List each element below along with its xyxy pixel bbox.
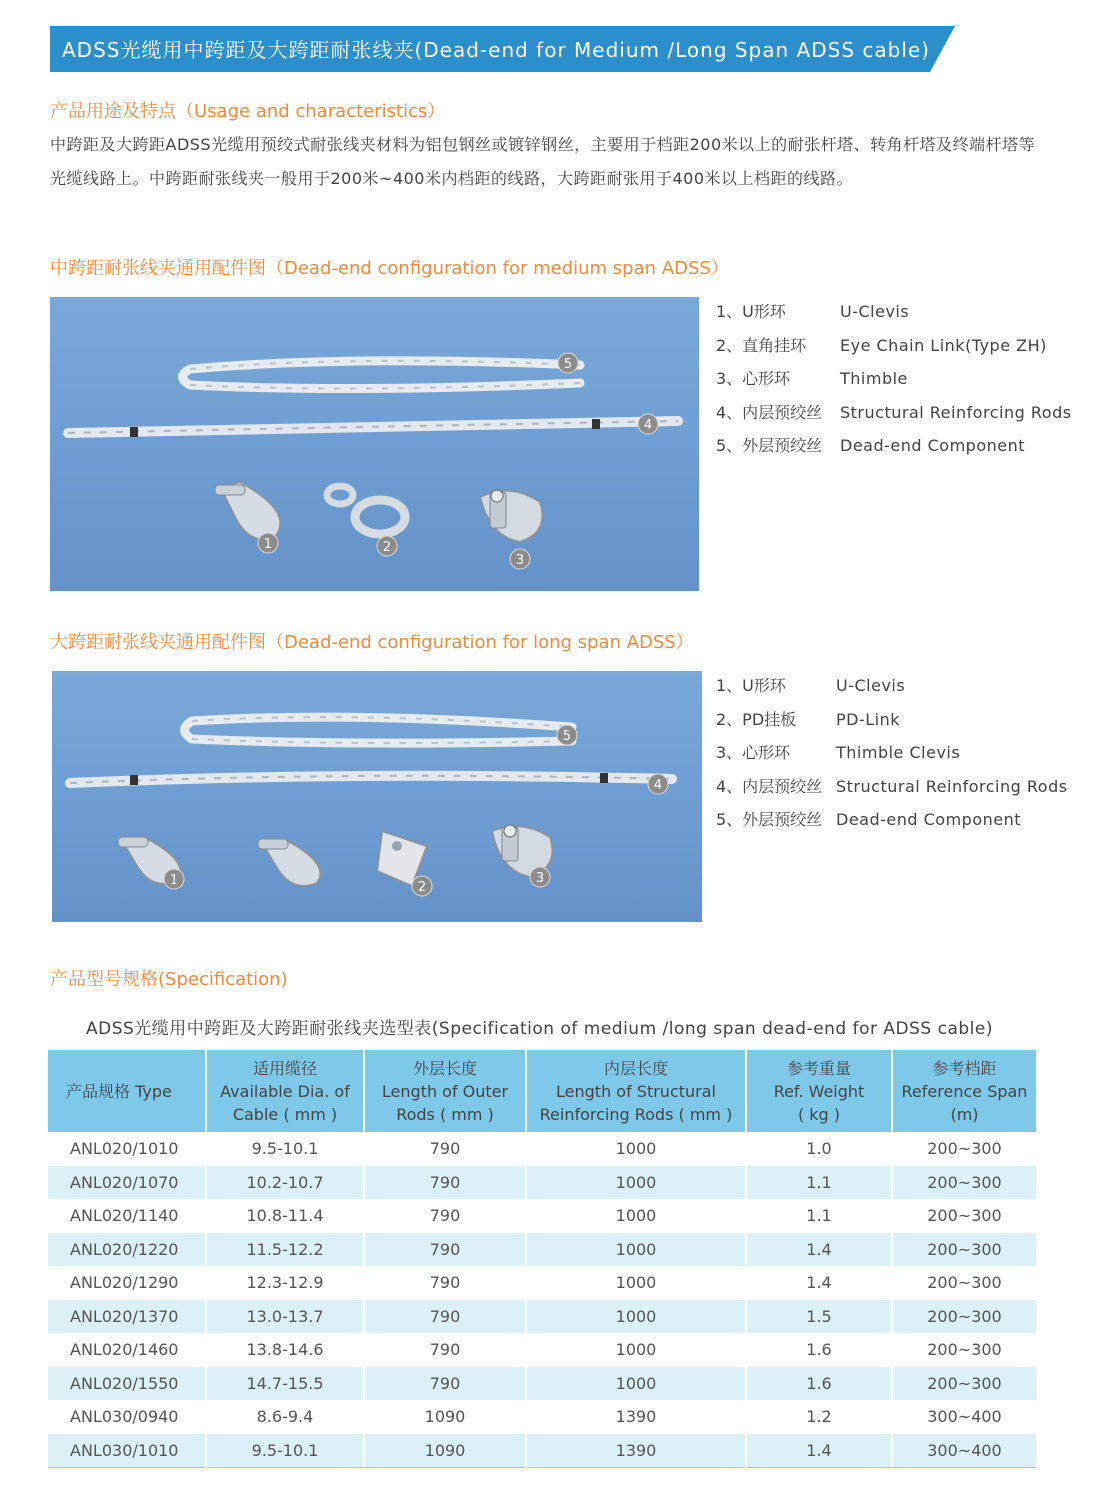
table-cell: 200~300 bbox=[892, 1199, 1036, 1233]
table-cell: 1390 bbox=[526, 1400, 746, 1434]
spec-heading: 产品型号规格(Specification) bbox=[50, 969, 288, 990]
outer-rod-5 bbox=[185, 717, 573, 743]
medium-photo-illustration bbox=[50, 297, 699, 591]
table-header-row bbox=[48, 1050, 1036, 1132]
table-cell: 790 bbox=[364, 1199, 526, 1233]
table-cell: 1090 bbox=[364, 1400, 526, 1434]
usage-text: 中跨距及大跨距ADSS光缆用预绞式耐张线夹材料为铝包钢丝或镀锌钢丝，主要用于档距200米以上的耐张杆塔、转角杆塔及终端杆塔等光缆线路上。中跨距耐张线夹一般用于200米~400米内档距的线路，大跨距耐张用于400米以上档距的线路。 bbox=[50, 135, 1036, 188]
col-header-type: 产品规格 Type bbox=[48, 1050, 206, 1132]
table-cell: ANL020/1550 bbox=[48, 1367, 206, 1401]
col-header-inner-length: 内层长度 Length of Structural Reinforcing Rods ( mm ) bbox=[526, 1050, 746, 1132]
table-cell: 200~300 bbox=[892, 1266, 1036, 1300]
table-cell: 1.1 bbox=[746, 1166, 892, 1200]
marker-2 bbox=[412, 876, 432, 896]
table-cell: 1390 bbox=[526, 1434, 746, 1468]
table-cell: 1000 bbox=[526, 1333, 746, 1367]
list-item: 2、直角挂环 Eye Chain Link(Type ZH) bbox=[716, 335, 1047, 355]
table-cell: 300~400 bbox=[892, 1434, 1036, 1468]
table-row bbox=[48, 1367, 1036, 1401]
marker-2 bbox=[377, 536, 397, 556]
table-cell: 9.5-10.1 bbox=[206, 1434, 364, 1468]
marker-5 bbox=[557, 725, 577, 745]
table-cell: 790 bbox=[364, 1266, 526, 1300]
table-cell: 1.6 bbox=[746, 1333, 892, 1367]
table-cell: 12.3-12.9 bbox=[206, 1266, 364, 1300]
table-cell: 790 bbox=[364, 1132, 526, 1166]
svg-text:3: 3 bbox=[535, 871, 545, 886]
table-cell: 1.5 bbox=[746, 1300, 892, 1334]
table-cell: ANL020/1140 bbox=[48, 1199, 206, 1233]
svg-text:1: 1 bbox=[169, 873, 179, 888]
thimble-part bbox=[480, 490, 543, 542]
table-cell: 790 bbox=[364, 1367, 526, 1401]
table-cell: 200~300 bbox=[892, 1333, 1036, 1367]
svg-text:4: 4 bbox=[643, 418, 653, 433]
table-cell: 790 bbox=[364, 1166, 526, 1200]
long-span-photo bbox=[52, 671, 702, 922]
table-cell: ANL030/1010 bbox=[48, 1434, 206, 1468]
medium-parts-list bbox=[716, 295, 1072, 463]
svg-text:4: 4 bbox=[653, 778, 663, 793]
banner-title: ADSS光缆用中跨距及大跨距耐张线夹(Dead-end for Medium /Long Span ADSS cable) bbox=[62, 38, 930, 62]
table-cell: 790 bbox=[364, 1333, 526, 1367]
table-cell: ANL020/1220 bbox=[48, 1233, 206, 1267]
medium-span-photo bbox=[50, 297, 699, 591]
table-row bbox=[48, 1199, 1036, 1233]
table-cell: 1090 bbox=[364, 1434, 526, 1468]
table-cell: 13.0-13.7 bbox=[206, 1300, 364, 1334]
svg-text:3: 3 bbox=[515, 553, 525, 568]
table-cell: 10.2-10.7 bbox=[206, 1166, 364, 1200]
table-cell: ANL020/1460 bbox=[48, 1333, 206, 1367]
list-item: 5、外层预绞丝 Dead-end Component bbox=[716, 810, 1022, 829]
table-row bbox=[48, 1400, 1036, 1434]
list-item: 3、心形环 Thimble bbox=[716, 369, 908, 388]
table-cell: 1.1 bbox=[746, 1199, 892, 1233]
spec-table-title: ADSS光缆用中跨距及大跨距耐张线夹选型表(Specification of medium /long span dead-end for ADSS cable) bbox=[86, 1019, 993, 1039]
col-header-weight: 参考重量 Ref. Weight ( kg ) bbox=[746, 1050, 892, 1132]
table-cell: ANL030/0940 bbox=[48, 1400, 206, 1434]
table-row bbox=[48, 1333, 1036, 1367]
svg-text:5: 5 bbox=[563, 357, 573, 372]
table-cell: 790 bbox=[364, 1300, 526, 1334]
spec-table bbox=[48, 1050, 1036, 1468]
svg-text:2: 2 bbox=[417, 880, 427, 895]
title-banner bbox=[50, 26, 955, 72]
long-photo-illustration bbox=[52, 671, 702, 922]
svg-text:1: 1 bbox=[263, 537, 273, 552]
long-parts-list bbox=[716, 669, 1068, 837]
table-cell: 1.4 bbox=[746, 1434, 892, 1468]
table-cell: 200~300 bbox=[892, 1233, 1036, 1267]
table-cell: ANL020/1290 bbox=[48, 1266, 206, 1300]
long-heading: 大跨距耐张线夹通用配件图（Dead-end configuration for long span ADSS） bbox=[50, 632, 694, 653]
table-row bbox=[48, 1166, 1036, 1200]
table-cell: 1000 bbox=[526, 1300, 746, 1334]
u-clevis-part bbox=[215, 482, 280, 540]
table-cell: 1.4 bbox=[746, 1233, 892, 1267]
table-row bbox=[48, 1434, 1036, 1468]
col-header-span: 参考档距 Reference Span (m) bbox=[892, 1050, 1036, 1132]
table-cell: ANL020/1070 bbox=[48, 1166, 206, 1200]
table-cell: 1000 bbox=[526, 1266, 746, 1300]
marker-3 bbox=[530, 867, 550, 887]
table-cell: 300~400 bbox=[892, 1400, 1036, 1434]
marker-1 bbox=[258, 533, 278, 553]
table-row bbox=[48, 1266, 1036, 1300]
table-cell: ANL020/1370 bbox=[48, 1300, 206, 1334]
table-cell: 1000 bbox=[526, 1367, 746, 1401]
table-cell: 790 bbox=[364, 1233, 526, 1267]
list-item: 3、心形环 Thimble Clevis bbox=[716, 743, 961, 762]
list-item: 1、U形环 U-Clevis bbox=[716, 676, 906, 695]
table-row bbox=[48, 1132, 1036, 1166]
medium-heading: 中跨距耐张线夹通用配件图（Dead-end configuration for medium span ADSS） bbox=[50, 258, 729, 279]
table-cell: 10.8-11.4 bbox=[206, 1199, 364, 1233]
table-cell: 1000 bbox=[526, 1166, 746, 1200]
table-row bbox=[48, 1300, 1036, 1334]
table-cell: 1.0 bbox=[746, 1132, 892, 1166]
marker-4 bbox=[648, 774, 668, 794]
usage-heading: 产品用途及特点（Usage and characteristics） bbox=[50, 101, 446, 122]
marker-5 bbox=[558, 353, 578, 373]
table-cell: 200~300 bbox=[892, 1166, 1036, 1200]
svg-text:5: 5 bbox=[562, 729, 572, 744]
table-cell: 13.8-14.6 bbox=[206, 1333, 364, 1367]
table-cell: 8.6-9.4 bbox=[206, 1400, 364, 1434]
col-header-dia: 适用缆径 Available Dia. of Cable ( mm ) bbox=[206, 1050, 364, 1132]
table-cell: 200~300 bbox=[892, 1132, 1036, 1166]
table-cell: 1.6 bbox=[746, 1367, 892, 1401]
table-cell: 11.5-12.2 bbox=[206, 1233, 364, 1267]
table-cell: 200~300 bbox=[892, 1300, 1036, 1334]
list-item: 4、内层预绞丝 Structural Reinforcing Rods bbox=[716, 402, 1072, 422]
spec-table-body bbox=[48, 1132, 1036, 1468]
table-cell: 14.7-15.5 bbox=[206, 1367, 364, 1401]
table-cell: 9.5-10.1 bbox=[206, 1132, 364, 1166]
marker-3 bbox=[510, 549, 530, 569]
list-item: 1、U形环 U-Clevis bbox=[716, 302, 910, 321]
eye-chain-link-part bbox=[327, 486, 405, 534]
marker-1 bbox=[164, 869, 184, 889]
table-cell: 1.4 bbox=[746, 1266, 892, 1300]
inner-rod-4 bbox=[70, 776, 672, 783]
table-cell: 1000 bbox=[526, 1233, 746, 1267]
table-cell: 1000 bbox=[526, 1199, 746, 1233]
list-item: 5、外层预绞丝 Dead-end Component bbox=[716, 436, 1026, 455]
list-item: 4、内层预绞丝 Structural Reinforcing Rods bbox=[716, 776, 1068, 796]
table-cell: ANL020/1010 bbox=[48, 1132, 206, 1166]
col-header-outer-length: 外层长度 Length of Outer Rods ( mm ) bbox=[364, 1050, 526, 1132]
table-cell: 1000 bbox=[526, 1132, 746, 1166]
table-cell: 200~300 bbox=[892, 1367, 1036, 1401]
table-cell: 1.2 bbox=[746, 1400, 892, 1434]
u-clevis-part bbox=[258, 838, 320, 886]
table-row bbox=[48, 1233, 1036, 1267]
list-item: 2、PD挂板 PD-Link bbox=[716, 709, 901, 729]
svg-text:2: 2 bbox=[382, 540, 392, 555]
marker-4 bbox=[638, 414, 658, 434]
